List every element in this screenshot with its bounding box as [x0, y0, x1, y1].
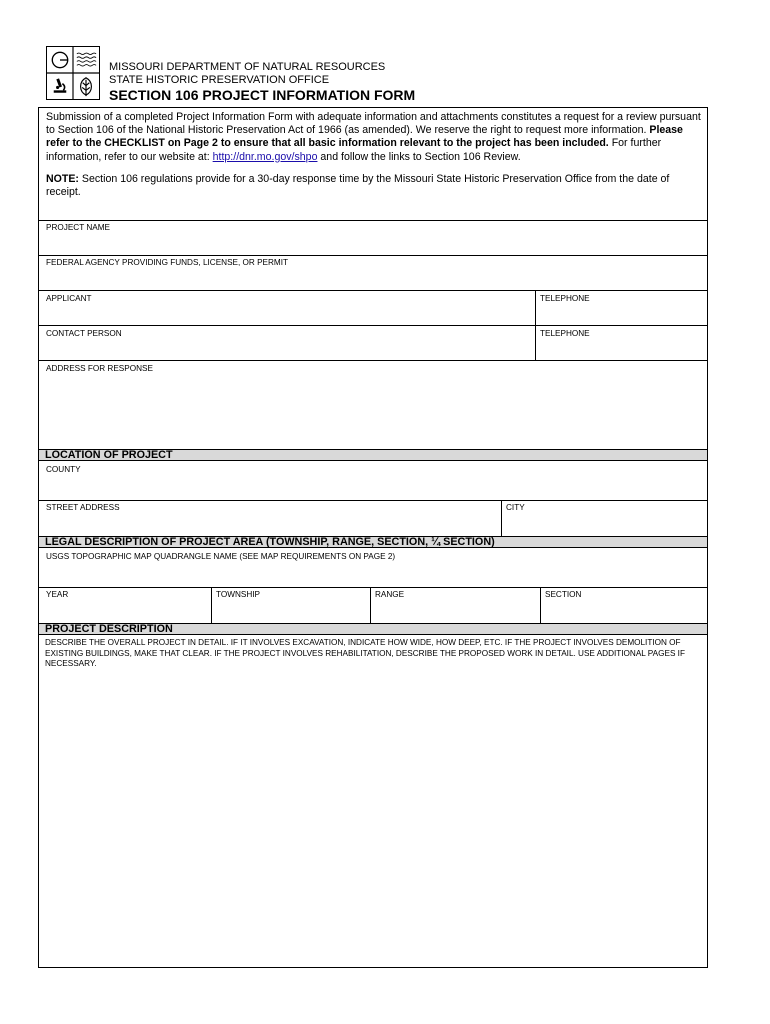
- year-label: YEAR: [46, 590, 69, 599]
- office-name: STATE HISTORIC PRESERVATION OFFICE: [109, 74, 330, 86]
- note-text: Section 106 regulations provide for a 30-day response time by the Missouri State Historic Preservation Office from the date of receipt.: [46, 172, 670, 199]
- federal-agency-label: FEDERAL AGENCY PROVIDING FUNDS, LICENSE, OR PERMIT: [46, 258, 289, 267]
- contact-person-label: CONTACT PERSON: [46, 329, 122, 338]
- checklist-notice: Please refer to the CHECKLIST on Page 2 to ensure that all basic information relevant to the project has been included.: [46, 124, 683, 150]
- project-information-form: [38, 107, 708, 968]
- dnr-logo: [46, 46, 100, 100]
- project-name-label: PROJECT NAME: [46, 223, 110, 232]
- leaf-icon: [81, 78, 92, 96]
- project-description-section-header: [39, 623, 707, 635]
- project-description-section-title: PROJECT DESCRIPTION: [45, 623, 173, 635]
- location-section-title: LOCATION OF PROJECT: [45, 449, 173, 461]
- street-address-label: STREET ADDRESS: [46, 503, 120, 512]
- applicant-label: APPLICANT: [46, 294, 92, 303]
- globe-icon: [52, 52, 67, 67]
- project-description-instructions: DESCRIBE THE OVERALL PROJECT IN DETAIL. IF IT INVOLVES EXCAVATION, INDICATE HOW WIDE, HOW DEEP, ETC. IF THE PROJECT INVOLVES DEMOLITION OF EXISTING BUILDINGS, MAKE THAT CLEAR. IF THE PROJECT INVOLVES REHABILITATION, DESCRIBE THE PROPOSED WORK IN DETAIL. USE ADDITIONAL PAGES IF NECESSARY.: [45, 638, 685, 669]
- location-section-header: [39, 449, 707, 461]
- note-label: NOTE:: [46, 172, 79, 185]
- township-label: TOWNSHIP: [216, 590, 260, 599]
- county-label: COUNTY: [46, 465, 81, 474]
- section-label: SECTION: [545, 590, 582, 599]
- intro-text-part: For further information, refer to our website at:: [46, 137, 662, 163]
- intro-text-part: and follow the links to Section 106 Review.: [317, 150, 521, 163]
- city-label: CITY: [506, 503, 525, 512]
- applicant-telephone-label: TELEPHONE: [540, 294, 590, 303]
- legal-description-section-title: LEGAL DESCRIPTION OF PROJECT AREA (TOWNSHIP, RANGE, SECTION, ¼ SECTION): [45, 536, 495, 548]
- shpo-website-link[interactable]: http://dnr.mo.gov/shpo: [212, 150, 318, 163]
- range-label: RANGE: [375, 590, 405, 599]
- usgs-quadrangle-label: USGS TOPOGRAPHIC MAP QUADRANGLE NAME (SEE MAP REQUIREMENTS ON PAGE 2): [46, 552, 396, 561]
- address-label: ADDRESS FOR RESPONSE: [46, 364, 153, 373]
- intro-text: [46, 111, 702, 199]
- intro-text-part: Submission of a completed Project Information Form with adequate information and attachments constitutes a request for a review pursuant to Section 106 of the National Historic Preservation Act of 1966 (as amended). We reserve the right to request more information.: [46, 111, 701, 137]
- contact-telephone-label: TELEPHONE: [540, 329, 590, 338]
- legal-description-section-header: [39, 536, 707, 548]
- microscope-icon: [54, 78, 67, 92]
- water-waves-icon: [77, 53, 96, 66]
- form-title: SECTION 106 PROJECT INFORMATION FORM: [109, 87, 416, 103]
- department-name: MISSOURI DEPARTMENT OF NATURAL RESOURCES: [109, 61, 386, 73]
